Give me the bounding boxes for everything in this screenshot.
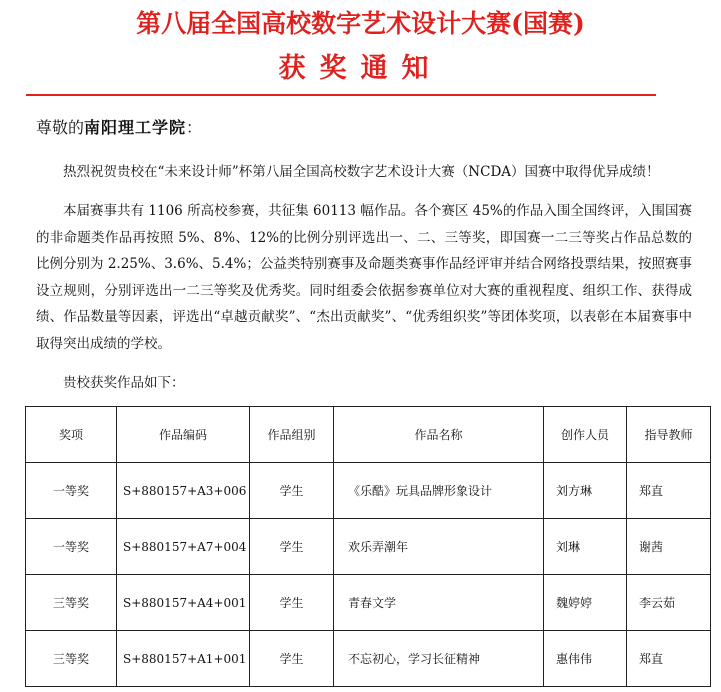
advisor-cell: 郑直 — [627, 631, 711, 687]
work-code-cell: S+880157+A4+001 — [117, 575, 250, 631]
award-cell: 三等奖 — [26, 575, 117, 631]
award-cell: 一等奖 — [26, 463, 117, 519]
award-cell: 一等奖 — [26, 519, 117, 575]
salutation — [36, 116, 202, 140]
work-title-cell: 青春文学 — [334, 575, 544, 631]
notice-subtitle: 获奖通知 — [278, 53, 443, 84]
work-title-cell: 欢乐弄潮年 — [334, 519, 544, 575]
advisor-cell: 李云茹 — [627, 575, 711, 631]
group-cell: 学生 — [250, 631, 334, 687]
table-row — [26, 631, 711, 687]
creator-cell: 魏婷婷 — [544, 575, 627, 631]
work-title-cell: 《乐酷》玩具品牌形象设计 — [334, 463, 544, 519]
table-header-row — [26, 407, 711, 463]
header-work-title: 作品名称 — [334, 407, 544, 463]
group-cell: 学生 — [250, 519, 334, 575]
table-row — [26, 463, 711, 519]
table-row — [26, 519, 711, 575]
awards-table — [25, 406, 711, 687]
advisor-cell: 郑直 — [627, 463, 711, 519]
header-group: 作品组别 — [250, 407, 334, 463]
creator-cell: 惠伟伟 — [544, 631, 627, 687]
congratulation-paragraph: 热烈祝贺贵校在“未来设计师”杯第八届全国高校数字艺术设计大赛（NCDA）国赛中取得优异成绩！ — [63, 164, 660, 180]
awards-intro-paragraph: 贵校获奖作品如下： — [63, 375, 185, 391]
award-cell: 三等奖 — [26, 631, 117, 687]
header-work-code: 作品编码 — [117, 407, 250, 463]
header-creators: 创作人员 — [544, 407, 627, 463]
header-advisor: 指导教师 — [627, 407, 711, 463]
notice-title: 第八届全国高校数字艺术设计大赛(国赛) — [136, 9, 585, 38]
creator-cell: 刘方琳 — [544, 463, 627, 519]
header-award: 奖项 — [26, 407, 117, 463]
school-name: 南阳理工学院 — [84, 118, 187, 137]
competition-details-paragraph: 本届赛事共有 1106 所高校参赛，共征集 60113 幅作品。各个赛区 45%的作品入围全国终评，入围国赛的非命题类作品再按照 5%、8%、12%的比例分别评选出一、二、三等奖，即国赛一二三等奖占作品总数的比例分别为 2.25%、3.6%、5.4%；公益类特别赛事及命题类赛事作品经评审并结合网络投票结果，按照赛事设立规则，分别评选出一二三等奖及优秀奖。同时组委会依据参赛单位对大赛的重视程度、组织工作、获得成绩、作品数量等因素，评选出“卓越贡献奖”、“杰出贡献奖”、“优秀组织奖”等团体奖项，以表彰在本届赛事中取得突出成绩的学校。 — [36, 203, 692, 352]
work-code-cell: S+880157+A3+006 — [117, 463, 250, 519]
table-row — [26, 575, 711, 631]
group-cell: 学生 — [250, 463, 334, 519]
title-divider — [26, 94, 656, 96]
creator-cell: 刘琳 — [544, 519, 627, 575]
work-code-cell: S+880157+A1+001 — [117, 631, 250, 687]
group-cell: 学生 — [250, 575, 334, 631]
work-code-cell: S+880157+A7+004 — [117, 519, 250, 575]
salutation-prefix: 尊敬的 — [36, 118, 85, 137]
salutation-suffix: ： — [186, 118, 203, 137]
work-title-cell: 不忘初心，学习长征精神 — [334, 631, 544, 687]
advisor-cell: 谢茜 — [627, 519, 711, 575]
